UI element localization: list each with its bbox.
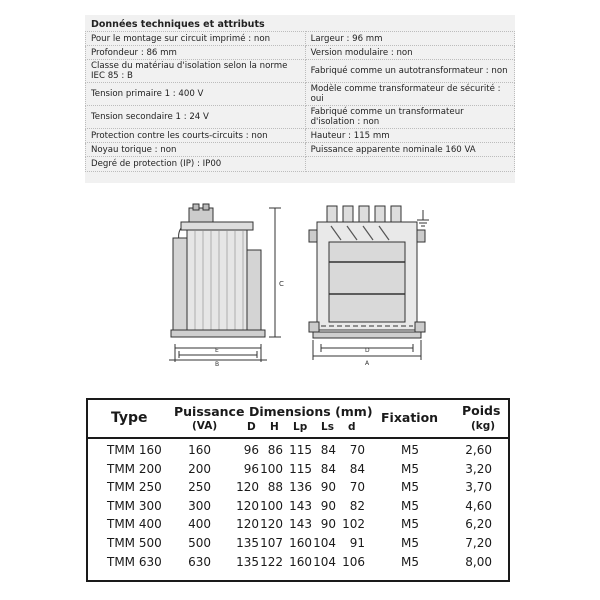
header-power: Puissance bbox=[174, 404, 245, 419]
cell-power: 500 bbox=[188, 536, 211, 550]
cell-power: 400 bbox=[188, 517, 211, 532]
cell-ls: 90 bbox=[320, 480, 336, 495]
attribute-left: Profondeur : 86 mm bbox=[86, 46, 306, 60]
cell-type: TMM 400 bbox=[107, 517, 162, 532]
label-a: A bbox=[365, 360, 370, 367]
attribute-right: Largeur : 96 mm bbox=[305, 32, 514, 46]
cell-ls: 104 bbox=[313, 536, 336, 550]
cell-d-small: 91 bbox=[349, 536, 365, 550]
cell-fixation: M5 bbox=[401, 554, 419, 569]
cell-d: 135 bbox=[236, 554, 259, 569]
cell-lp: 115 bbox=[289, 461, 312, 476]
attribute-right bbox=[305, 157, 514, 172]
cell-power: 160 bbox=[188, 443, 211, 457]
attribute-right: Puissance apparente nominale 160 VA bbox=[305, 143, 514, 157]
cell-ls: 90 bbox=[320, 517, 336, 532]
cell-weight: 8,00 bbox=[465, 554, 492, 569]
cell-power: 200 bbox=[188, 461, 211, 476]
attribute-left: Classe du matériau d'isolation selon la norme IEC 85 : B bbox=[86, 60, 306, 83]
cell-h: 88 bbox=[267, 480, 283, 495]
cell-h: 107 bbox=[260, 536, 283, 550]
front-view bbox=[309, 206, 429, 360]
attribute-row bbox=[86, 83, 515, 106]
cell-ls: 90 bbox=[320, 498, 336, 513]
attribute-row bbox=[86, 157, 515, 172]
cell-lp: 160 bbox=[289, 554, 312, 569]
cell-type: TMM 250 bbox=[107, 480, 162, 495]
cell-weight: 4,60 bbox=[465, 498, 492, 513]
attribute-row bbox=[86, 129, 515, 143]
cell-d-small: 106 bbox=[342, 554, 365, 569]
cell-weight: 3,20 bbox=[465, 461, 492, 476]
cell-d-small: 102 bbox=[342, 517, 365, 532]
label-d: D bbox=[365, 347, 370, 354]
cell-power: 300 bbox=[188, 498, 211, 513]
dimensions-table bbox=[86, 398, 510, 582]
attributes-title: Données techniques et attributs bbox=[91, 19, 265, 30]
cell-type: TMM 160 bbox=[107, 443, 162, 457]
cell-d: 120 bbox=[236, 517, 259, 532]
attribute-left: Protection contre les courts-circuits : non bbox=[86, 129, 306, 143]
cell-power: 630 bbox=[188, 554, 211, 569]
header-type: Type bbox=[111, 410, 148, 426]
attribute-left: Pour le montage sur circuit imprimé : non bbox=[86, 32, 306, 46]
side-view bbox=[169, 204, 281, 362]
attribute-right: Version modulaire : non bbox=[305, 46, 514, 60]
header-weight-unit: (kg) bbox=[471, 420, 496, 432]
cell-d-small: 84 bbox=[349, 461, 365, 476]
cell-ls: 104 bbox=[313, 554, 336, 569]
header-dim-d-small: d bbox=[348, 421, 356, 433]
cell-d-small: 70 bbox=[349, 480, 365, 495]
cell-power: 250 bbox=[188, 480, 211, 495]
cell-ls: 84 bbox=[320, 443, 336, 457]
cell-type: TMM 200 bbox=[107, 461, 162, 476]
cell-h: 122 bbox=[260, 554, 283, 569]
cell-type: TMM 630 bbox=[107, 554, 162, 569]
cell-fixation: M5 bbox=[401, 443, 419, 457]
cell-type: TMM 500 bbox=[107, 536, 162, 550]
attribute-left: Noyau torique : non bbox=[86, 143, 306, 157]
attribute-left: Tension secondaire 1 : 24 V bbox=[86, 106, 306, 129]
cell-h: 100 bbox=[260, 461, 283, 476]
cell-lp: 136 bbox=[289, 480, 312, 495]
label-c: C bbox=[279, 280, 284, 288]
attribute-row bbox=[86, 106, 515, 129]
header-power-unit: (VA) bbox=[192, 420, 218, 432]
cell-h: 86 bbox=[267, 443, 283, 457]
attribute-row bbox=[86, 32, 515, 46]
header-dim-h: H bbox=[270, 421, 279, 433]
cell-type: TMM 300 bbox=[107, 498, 162, 513]
cell-d: 135 bbox=[236, 536, 259, 550]
header-dimensions: Dimensions (mm) bbox=[249, 404, 373, 419]
cell-fixation: M5 bbox=[401, 517, 419, 532]
cell-lp: 143 bbox=[289, 517, 312, 532]
cell-weight: 3,70 bbox=[465, 480, 492, 495]
attribute-right: Modèle comme transformateur de sécurité : oui bbox=[305, 83, 514, 106]
cell-d-small: 70 bbox=[349, 443, 365, 457]
cell-d: 96 bbox=[243, 461, 259, 476]
attributes-table bbox=[85, 31, 515, 172]
header-fixation: Fixation bbox=[381, 410, 439, 425]
attribute-right: Fabriqué comme un autotransformateur : non bbox=[305, 60, 514, 83]
cell-d: 96 bbox=[243, 443, 259, 457]
cell-fixation: M5 bbox=[401, 536, 419, 550]
cell-lp: 115 bbox=[289, 443, 312, 457]
cell-d-small: 82 bbox=[349, 498, 365, 513]
attribute-row bbox=[86, 60, 515, 83]
attribute-row bbox=[86, 46, 515, 60]
transformer-dimension-drawing bbox=[155, 200, 445, 370]
cell-fixation: M5 bbox=[401, 461, 419, 476]
attribute-left: Tension primaire 1 : 400 V bbox=[86, 83, 306, 106]
attribute-row bbox=[86, 143, 515, 157]
cell-d: 120 bbox=[236, 498, 259, 513]
cell-ls: 84 bbox=[320, 461, 336, 476]
cell-h: 100 bbox=[260, 498, 283, 513]
attribute-left: Degré de protection (IP) : IP00 bbox=[86, 157, 306, 172]
cell-weight: 7,20 bbox=[465, 536, 492, 550]
cell-fixation: M5 bbox=[401, 480, 419, 495]
header-weight: Poids bbox=[462, 403, 501, 418]
header-dim-d: D bbox=[247, 421, 256, 433]
cell-lp: 160 bbox=[289, 536, 312, 550]
cell-fixation: M5 bbox=[401, 498, 419, 513]
attribute-right: Fabriqué comme un transformateur d'isolation : non bbox=[305, 106, 514, 129]
cell-weight: 6,20 bbox=[465, 517, 492, 532]
label-b: B bbox=[215, 361, 220, 368]
attribute-right: Hauteur : 115 mm bbox=[305, 129, 514, 143]
header-dim-ls: Ls bbox=[321, 421, 334, 433]
table-header bbox=[88, 400, 508, 439]
cell-lp: 143 bbox=[289, 498, 312, 513]
technical-attributes-panel bbox=[85, 15, 515, 183]
cell-h: 120 bbox=[260, 517, 283, 532]
cell-d: 120 bbox=[236, 480, 259, 495]
label-e: E bbox=[215, 347, 219, 354]
header-dim-lp: Lp bbox=[293, 421, 308, 433]
cell-weight: 2,60 bbox=[465, 443, 492, 457]
